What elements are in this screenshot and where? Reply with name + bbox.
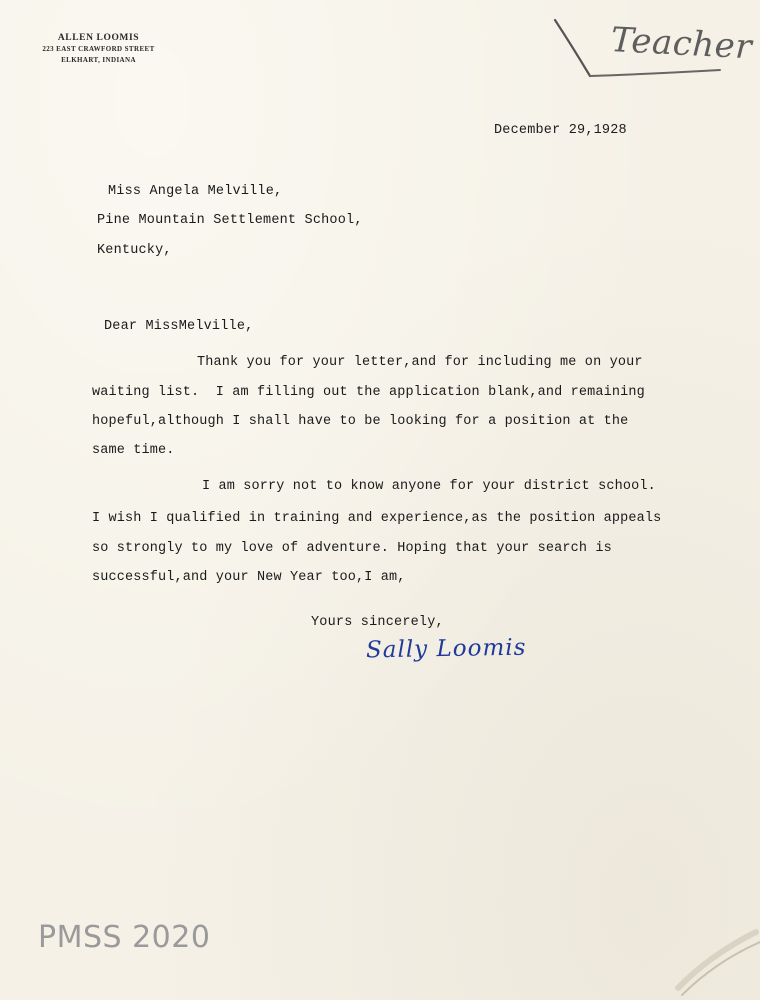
letterhead-name: ALLEN LOOMIS xyxy=(57,33,140,43)
recipient-line-1: Miss Angela Melville, xyxy=(108,184,283,199)
handwritten-signature: Sally Loomis xyxy=(365,634,527,664)
letter-date: December 29,1928 xyxy=(494,123,627,138)
pencil-annotation xyxy=(550,8,754,88)
recipient-line-3: Kentucky, xyxy=(97,243,172,258)
body-line: same time. xyxy=(92,443,175,458)
salutation: Dear MissMelville, xyxy=(104,319,254,334)
body-line: hopeful,although I shall have to be looking for a position at the xyxy=(92,414,629,429)
paperclip-impression xyxy=(660,900,760,1000)
body-line: I wish I qualified in training and experience,as the position appeals xyxy=(92,511,662,526)
closing: Yours sincerely, xyxy=(311,615,444,630)
body-line: so strongly to my love of adventure. Hoping that your search is xyxy=(92,541,612,556)
pencil-note-text: Teacher xyxy=(609,20,754,68)
body-line: waiting list. I am filling out the application blank,and remaining xyxy=(92,385,645,400)
letterhead-city: ELKHART, INDIANA xyxy=(61,56,136,64)
body-line: I am sorry not to know anyone for your district school. xyxy=(202,479,656,494)
body-line: successful,and your New Year too,I am, xyxy=(92,570,406,585)
body-line: Thank you for your letter,and for including me on your xyxy=(197,355,643,370)
letterhead-street: 223 EAST CRAWFORD STREET xyxy=(42,45,155,53)
recipient-line-2: Pine Mountain Settlement School, xyxy=(97,213,363,228)
letterhead xyxy=(26,32,171,66)
watermark: PMSS 2020 xyxy=(38,920,211,955)
